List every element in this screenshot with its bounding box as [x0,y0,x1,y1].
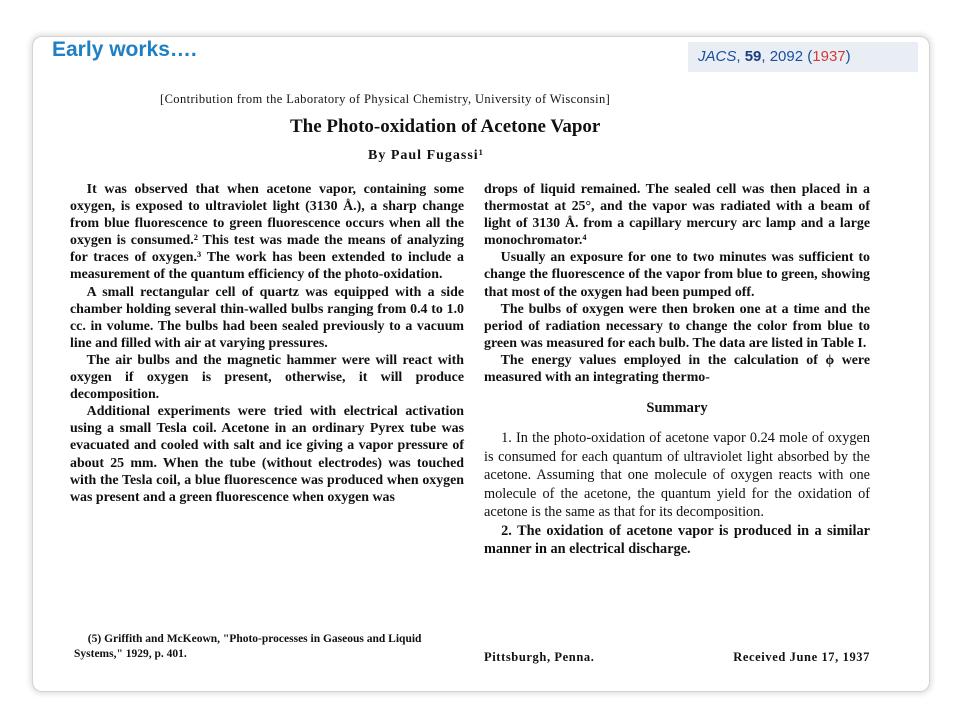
paper-left-column [70,181,464,506]
paragraph: It was observed that when acetone vapor, containing some oxygen, is exposed to ultraviolet light (3130 Å.), a sharp change from blue fluorescence to green fluorescence occurs when all the oxygen is consumed.² This test was made the means of analyzing for traces of oxygen.³ The work has been extended to include a measurement of the quantum efficiency of the photo-oxidation. [70,182,464,283]
citation-pages: 2092 [769,48,804,65]
slide-title: Early works…. [52,38,197,61]
paragraph: drops of liquid remained. The sealed cell was then placed in a thermostat at 25°, and the vapor was radiated with a beam of light of 3130 Å. from a capillary mercury arc lamp and a large monochromator.⁴ [484,182,870,249]
paper-author: By Paul Fugassi¹ [368,148,484,163]
paper-location: Pittsburgh, Penna. [484,650,595,664]
paper-received-date: Received June 17, 1937 [733,650,870,664]
paper-right-column [484,181,870,559]
summary-section [484,429,870,559]
paragraph: Additional experiments were tried with electrical activation using a small Tesla coil. Acetone in an ordinary Pyrex tube was evacuated and cooled with salt and ice giving a vapor pressure of about 25 mm. When the tube (without electrodes) was touched with the Tesla coil, a blue fluorescence was produced when oxygen was present and a green fluorescence when oxygen was [70,404,464,505]
citation-box [688,42,918,72]
paper-footnote [74,632,466,662]
citation-sep-1: , [736,48,745,65]
paper-contribution-line: [Contribution from the Laboratory of Physical Chemistry, University of Wisconsin] [160,92,611,106]
citation-year: 1937 [812,48,846,65]
citation-close-paren: ) [845,48,851,65]
paragraph: A small rectangular cell of quartz was equipped with a side chamber holding several thin-walled bulbs ranging from 0.4 to 1.0 cc. in volume. The bulbs had been sealed previously to a vacuum line and filled with air at varying pressures. [70,284,464,351]
paragraph: The energy values employed in the calculation of ϕ were measured with an integrating thermo- [484,352,870,386]
citation-volume: 59 [744,48,762,65]
summary-heading: Summary [646,400,708,417]
summary-item: 2. The oxidation of acetone vapor is produced in a similar manner in an electrical discharge. [484,522,870,558]
citation-sep-2: , [761,48,770,65]
paper-footer [484,650,870,665]
footnote-text: (5) Griffith and McKeown, "Photo-processes in Gaseous and Liquid Systems," 1929, p. 401. [74,633,422,660]
citation-journal: JACS [698,48,737,65]
paper-title: The Photo-oxidation of Acetone Vapor [290,116,601,137]
paper-scan [66,86,880,666]
paragraph: Usually an exposure for one to two minutes was sufficient to change the fluorescence of the vapor from blue to green, showing that most of the oxygen had been pumped off. [484,250,870,300]
paragraph: The bulbs of oxygen were then broken one at a time and the period of radiation necessary to change the color from blue to green was measured for each bulb. The data are listed in Table I. [484,301,870,351]
citation-open-paren: ( [803,48,813,65]
paragraph: The air bulbs and the magnetic hammer were will react with oxygen if oxygen is present, otherwise, it will produce decomposition. [70,352,464,403]
summary-item: 1. In the photo-oxidation of acetone vapor 0.24 mole of oxygen is consumed for each quantum of ultraviolet light absorbed by the acetone. Assuming that one molecule of oxygen reacts with one molecule of the acetone, the quantum yield for the oxidation of acetone is the same as that for its decomposition. [484,430,870,521]
